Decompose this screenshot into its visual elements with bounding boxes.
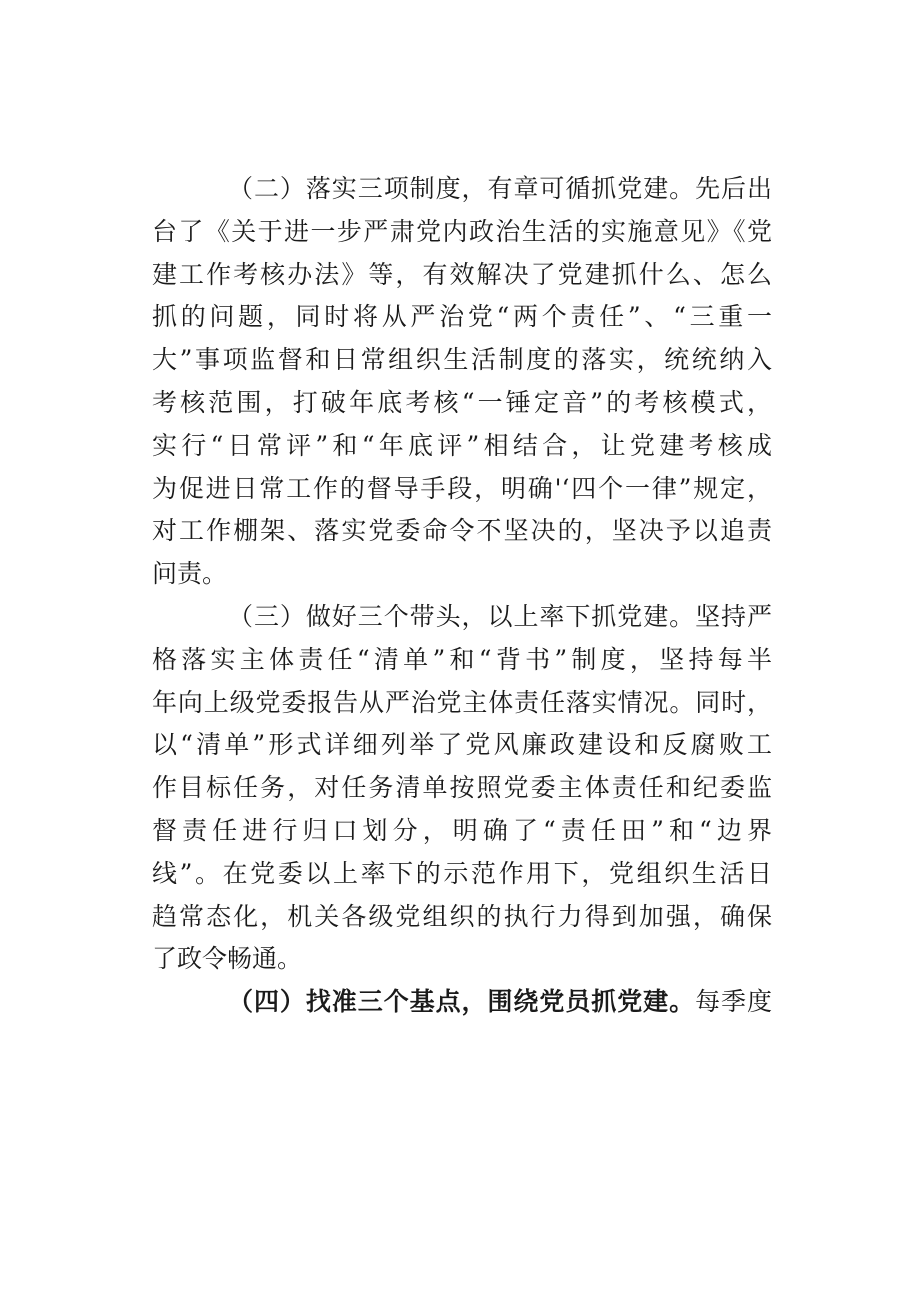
paragraph-4 <box>152 981 772 1024</box>
document-body <box>152 168 772 1024</box>
paragraph-line: 对工作棚架、落实党委命令不坚决的，坚决予以追责 <box>152 516 772 546</box>
paragraph-line: 台了《关于进一步严肃党内政治生活的实施意见》《党 <box>152 216 772 246</box>
section-heading: （四）找准三个基点，围绕党员抓党建。 <box>228 987 696 1017</box>
paragraph-line: 督责任进行归口划分，明确了“责任田”和“边界 <box>152 815 772 845</box>
paragraph-line: （二）落实三项制度，有章可循抓党建。先后出 <box>228 174 772 203</box>
paragraph-3 <box>152 596 772 981</box>
paragraph-line: （三）做好三个带头，以上率下抓党建。坚持严 <box>228 601 772 631</box>
paragraph-line: 年向上级党委报告从严治党主体责任落实情况。同时， <box>152 687 772 717</box>
paragraph-line <box>152 981 772 1024</box>
paragraph-line: 大”事项监督和日常组织生活制度的落实，统统纳入 <box>152 345 772 375</box>
paragraph-text: 每季度 <box>695 987 772 1017</box>
paragraph-line: 建工作考核办法》等，有效解决了党建抓什么、怎么 <box>152 259 772 289</box>
paragraph-line: 了政令畅通。 <box>152 944 303 974</box>
paragraph-2 <box>152 168 772 596</box>
paragraph-line: 格落实主体责任“清单”和“背书”制度，坚持每半 <box>152 644 772 674</box>
paragraph-line: 抓的问题，同时将从严治党“两个责任”、“三重一 <box>152 302 772 332</box>
paragraph-line: 为促进日常工作的督导手段，明确'‘四个一律”规定， <box>152 473 772 503</box>
paragraph-line: 线”。在党委以上率下的示范作用下，党组织生活日 <box>152 858 772 888</box>
paragraph-line: 作目标任务，对任务清单按照党委主体责任和纪委监 <box>152 773 772 803</box>
paragraph-line: 问责。 <box>152 559 228 589</box>
paragraph-line: 趋常态化，机关各级党组织的执行力得到加强，确保 <box>152 901 772 931</box>
paragraph-line: 考核范围，打破年底考核“一锤定音”的考核模式， <box>152 387 772 417</box>
paragraph-line: 以“清单”形式详细列举了党风廉政建设和反腐败工 <box>152 730 772 760</box>
paragraph-line: 实行“日常评”和“年底评”相结合，让党建考核成 <box>152 430 772 460</box>
